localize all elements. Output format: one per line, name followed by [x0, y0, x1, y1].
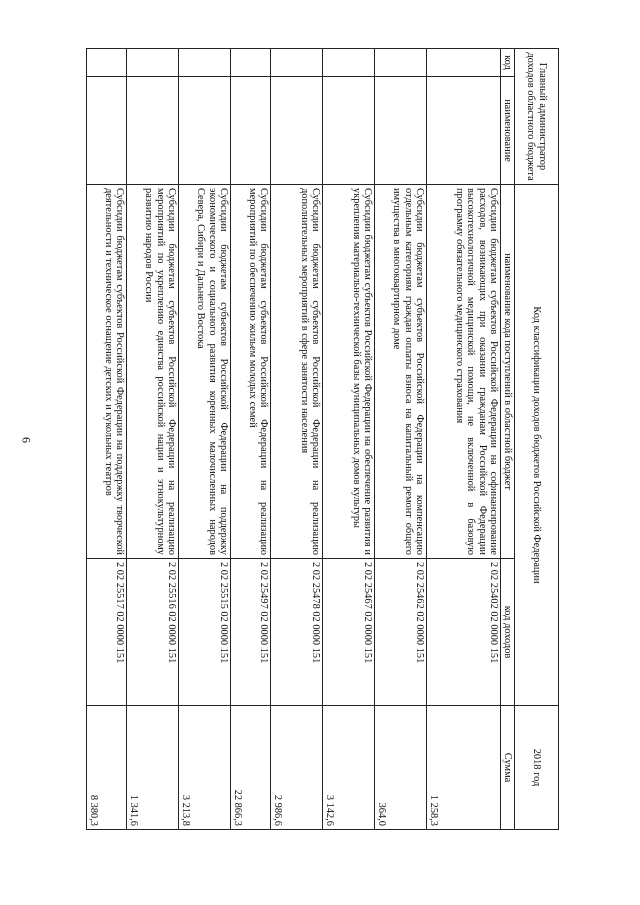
income-name-cell: Субсидии бюджетам субъектов Российской Федерации на компенсацию отдельным категориям граждан оплаты взноса на капитальный ремонт общего имущества в многоквартирном доме [374, 185, 426, 559]
income-code-cell: 2 02 25517 02 0000 151 [86, 559, 126, 706]
year-header: 2018 год [515, 706, 559, 830]
page-number: 6 [19, 437, 34, 443]
admin-name-column-header: наименование [500, 77, 514, 185]
table-row [230, 49, 270, 830]
table-row [374, 49, 426, 830]
table-row [86, 49, 126, 830]
sum-cell: 2 986,6 [270, 706, 322, 830]
admin-group-header: Главный администратор доходов областного бюджета [515, 49, 559, 185]
admin-name-cell [86, 77, 126, 185]
sum-cell: 1 258,3 [426, 706, 500, 830]
income-code-cell: 2 02 25516 02 0000 151 [126, 559, 178, 706]
income-classification-table [86, 48, 559, 830]
sum-cell: 3 213,8 [178, 706, 230, 830]
admin-name-cell [270, 77, 322, 185]
admin-name-cell [322, 77, 374, 185]
income-name-column-header: наименование кода поступлений в областной бюджет [500, 185, 514, 559]
admin-name-cell [426, 77, 500, 185]
income-code-cell: 2 02 25497 02 0000 151 [230, 559, 270, 706]
admin-code-cell [322, 49, 374, 77]
table-row [178, 49, 230, 830]
income-name-cell: Субсидии бюджетам субъектов Российской Федерации на поддержку творческой деятельности и техническое оснащение детских и кукольных театров [86, 185, 126, 559]
admin-code-cell [230, 49, 270, 77]
admin-name-cell [126, 77, 178, 185]
income-code-column-header: код доходов [500, 559, 514, 706]
table-row [322, 49, 374, 830]
income-name-cell: Субсидии бюджетам субъектов Российской Федерации на обеспечение развития и укрепления материально-технической базы муниципальных домов культуры [322, 185, 374, 559]
admin-code-cell [86, 49, 126, 77]
admin-code-cell [126, 49, 178, 77]
income-code-cell: 2 02 25467 02 0000 151 [322, 559, 374, 706]
admin-name-cell [178, 77, 230, 185]
sum-column-header: Сумма [500, 706, 514, 830]
sum-cell: 3 142,6 [322, 706, 374, 830]
admin-name-cell [230, 77, 270, 185]
rotated-page-content [88, 48, 559, 829]
table-row [126, 49, 178, 830]
table-row [426, 49, 500, 830]
income-code-cell: 2 02 25462 02 0000 151 [374, 559, 426, 706]
admin-code-cell [426, 49, 500, 77]
income-name-cell: Субсидии бюджетам субъектов Российской Федерации на реализацию дополнительных мероприятий в сфере занятости населения [270, 185, 322, 559]
income-name-cell: Субсидии бюджетам субъектов Российской Федерации на поддержку экономического и социального развития коренных малочисленных народов Севера, Сибири и Дальнего Востока [178, 185, 230, 559]
income-name-cell: Субсидии бюджетам субъектов Российской Федерации на реализацию мероприятий по обеспечению жильем молодых семей [230, 185, 270, 559]
sum-cell: 1 341,6 [126, 706, 178, 830]
admin-code-cell [270, 49, 322, 77]
sum-cell: 364,0 [374, 706, 426, 830]
admin-name-cell [374, 77, 426, 185]
income-code-cell: 2 02 25515 02 0000 151 [178, 559, 230, 706]
income-code-cell: 2 02 25402 02 0000 151 [426, 559, 500, 706]
classification-group-header: Код классификации доходов бюджетов Российской Федерации [515, 185, 559, 706]
table-row [270, 49, 322, 830]
admin-code-cell [178, 49, 230, 77]
income-code-cell: 2 02 25478 02 0000 151 [270, 559, 322, 706]
income-name-cell: Субсидии бюджетам субъектов Российской Федерации на реализацию мероприятий по укреплению единства российской нации и этнокультурному развитию народов России [126, 185, 178, 559]
income-name-cell: Субсидии бюджетам субъектов Российской Федерации на софинансирование расходов, возникающих при оказании гражданам Российской Федерации высокотехнологичной медицинской помощи, не включенной в базовую программу обязательного медицинского страхования [426, 185, 500, 559]
code-column-header: код [500, 49, 514, 77]
sum-cell: 8 380,3 [86, 706, 126, 830]
sum-cell: 22 866,3 [230, 706, 270, 830]
admin-code-cell [374, 49, 426, 77]
